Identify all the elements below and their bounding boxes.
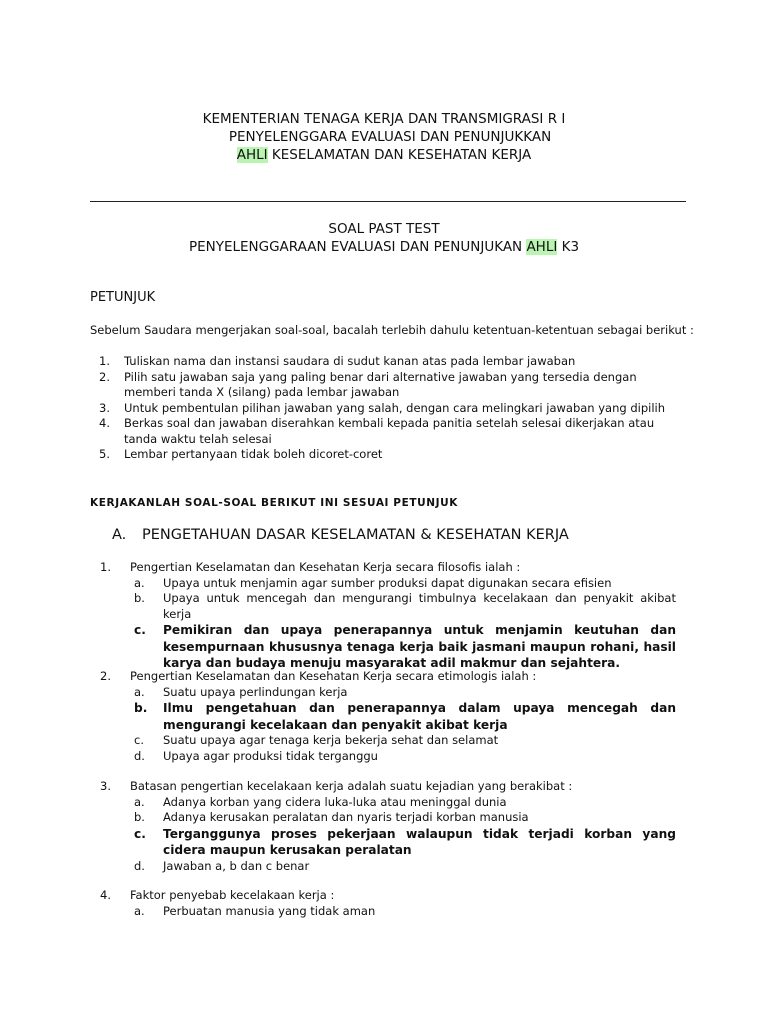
answer-option (100, 576, 676, 592)
answer-option (100, 591, 676, 622)
option-letter: b. (134, 701, 148, 715)
rule-number: 4. (99, 416, 110, 430)
option-text: Adanya kerusakan peralatan dan nyaris terjadi korban manusia (163, 810, 529, 824)
question-number: 2. (100, 669, 111, 683)
option-letter: c. (134, 826, 146, 841)
question-number: 4. (100, 888, 111, 902)
option-text: Ilmu pengetahuan dan penerapannya dalam upaya mencegah dan mengurangi kecelakaan dan penyakit akibat kerja (163, 701, 676, 732)
rule-text: Berkas soal dan jawaban diserahkan kembali kepada panitia setelah selesai dikerjakan atau tanda waktu telah selesai (124, 416, 655, 446)
question-stem (100, 560, 676, 576)
answer-option-correct (100, 700, 676, 733)
option-text: Upaya untuk menjamin agar sumber produksi dapat digunakan secara efisien (163, 575, 612, 590)
option-text: Jawaban a, b dan c benar (163, 858, 310, 873)
option-text: Adanya korban yang cidera luka-luka atau meninggal dunia (163, 794, 507, 809)
answer-option-correct (100, 622, 676, 672)
option-text: Suatu upaya perlindungan kerja (163, 684, 348, 699)
list-item (90, 416, 686, 447)
answer-option (100, 795, 676, 811)
option-letter: c. (134, 623, 146, 637)
rule-number: 2. (99, 369, 110, 384)
title-line-2 (0, 238, 768, 256)
rules-list (90, 354, 686, 463)
rule-number: 5. (99, 447, 110, 461)
option-text: Perbuatan manusia yang tidak aman (163, 903, 376, 918)
question-block (100, 779, 676, 874)
answer-option (100, 810, 676, 826)
header-line-2: PENYELENGGARA EVALUASI DAN PENUNJUKKAN (228, 129, 552, 145)
answer-option (100, 749, 676, 765)
title-line-2-pre: PENYELENGGARAAN EVALUASI DAN PENUNJUKAN (188, 239, 527, 255)
answer-option (100, 685, 676, 701)
list-item (90, 354, 686, 370)
section-letter: A. (112, 527, 127, 543)
header-line-3-rest: KESELAMATAN DAN KESEHATAN KERJA (267, 147, 532, 163)
answer-option (100, 859, 676, 875)
question-text: Pengertian Keselamatan dan Kesehatan Kerja secara etimologis ialah : (130, 669, 537, 683)
horizontal-rule (90, 201, 686, 202)
rule-number: 3. (99, 400, 110, 415)
option-letter: b. (134, 591, 145, 605)
question-block (100, 560, 676, 672)
section-heading (112, 527, 569, 543)
option-text: Terganggunya proses pekerjaan walaupun tidak terjadi korban yang cidera maupun kerusakan peralatan (163, 826, 676, 857)
answer-option-correct (100, 826, 676, 859)
option-letter: a. (134, 684, 145, 699)
highlight-ahli: AHLI (526, 239, 558, 255)
list-item (90, 447, 686, 463)
question-block (100, 669, 676, 764)
list-item (90, 370, 686, 401)
question-text: Batasan pengertian kecelakaan kerja adalah suatu kejadian yang berakibat : (130, 779, 573, 793)
rule-text: Tuliskan nama dan instansi saudara di sudut kanan atas pada lembar jawaban (124, 354, 576, 368)
question-stem (100, 779, 676, 795)
option-letter: d. (134, 748, 145, 763)
question-text: Pengertian Keselamatan dan Kesehatan Kerja secara filosofis ialah : (130, 560, 521, 574)
list-item (90, 401, 686, 417)
question-text: Faktor penyebab kecelakaan kerja : (130, 888, 335, 902)
option-letter: d. (134, 858, 145, 873)
answer-option (100, 904, 676, 920)
option-letter: b. (134, 810, 145, 824)
question-block (100, 888, 676, 919)
rule-text: Lembar pertanyaan tidak boleh dicoret-coret (124, 447, 383, 461)
option-letter: a. (134, 794, 145, 809)
petunjuk-heading: PETUNJUK (90, 290, 156, 305)
title-line-1: SOAL PAST TEST (328, 221, 440, 237)
question-stem (100, 888, 676, 904)
option-text: Pemikiran dan upaya penerapannya untuk menjamin keutuhan dan kesempurnaan khususnya tenaga kerja baik jasmani maupun rohani, hasil karya dan budaya menuju masyarakat adil makmur dan sejahtera. (163, 623, 676, 670)
rule-number: 1. (99, 354, 110, 368)
option-text: Suatu upaya agar tenaga kerja bekerja sehat dan selamat (163, 733, 499, 747)
option-letter: a. (134, 575, 145, 590)
rule-text: Pilih satu jawaban saja yang paling benar dari alternative jawaban yang tersedia dengan memberi tanda X (silang) pada lembar jawaban (124, 369, 637, 399)
option-text: Upaya untuk mencegah dan mengurangi timbulnya kecelakaan dan penyakit akibat kerja (163, 591, 676, 621)
test-title (0, 220, 768, 256)
highlight-ahli: AHLI (236, 147, 268, 163)
question-number: 3. (100, 779, 111, 793)
option-letter: c. (134, 733, 144, 747)
intro-paragraph: Sebelum Saudara mengerjakan soal-soal, bacalah terlebih dahulu ketentuan-ketentuan sebagai berikut : (90, 323, 694, 337)
option-letter: a. (134, 903, 145, 918)
section-title: PENGETAHUAN DASAR KESELAMATAN & KESEHATAN KERJA (142, 527, 569, 543)
ministry-header (0, 110, 768, 164)
rule-text: Untuk pembentulan pilihan jawaban yang salah, dengan cara melingkari jawaban yang dipilih (124, 400, 666, 415)
answer-option (100, 733, 676, 749)
question-number: 1. (100, 560, 111, 574)
header-line-3 (0, 146, 768, 164)
header-line-1: KEMENTERIAN TENAGA KERJA DAN TRANSMIGRASI R I (202, 111, 566, 127)
instruction-heading: KERJAKANLAH SOAL-SOAL BERIKUT INI SESUAI PETUNJUK (90, 497, 459, 509)
question-stem (100, 669, 676, 685)
title-line-2-post: K3 (557, 239, 580, 255)
option-text: Upaya agar produksi tidak terganggu (163, 748, 378, 763)
